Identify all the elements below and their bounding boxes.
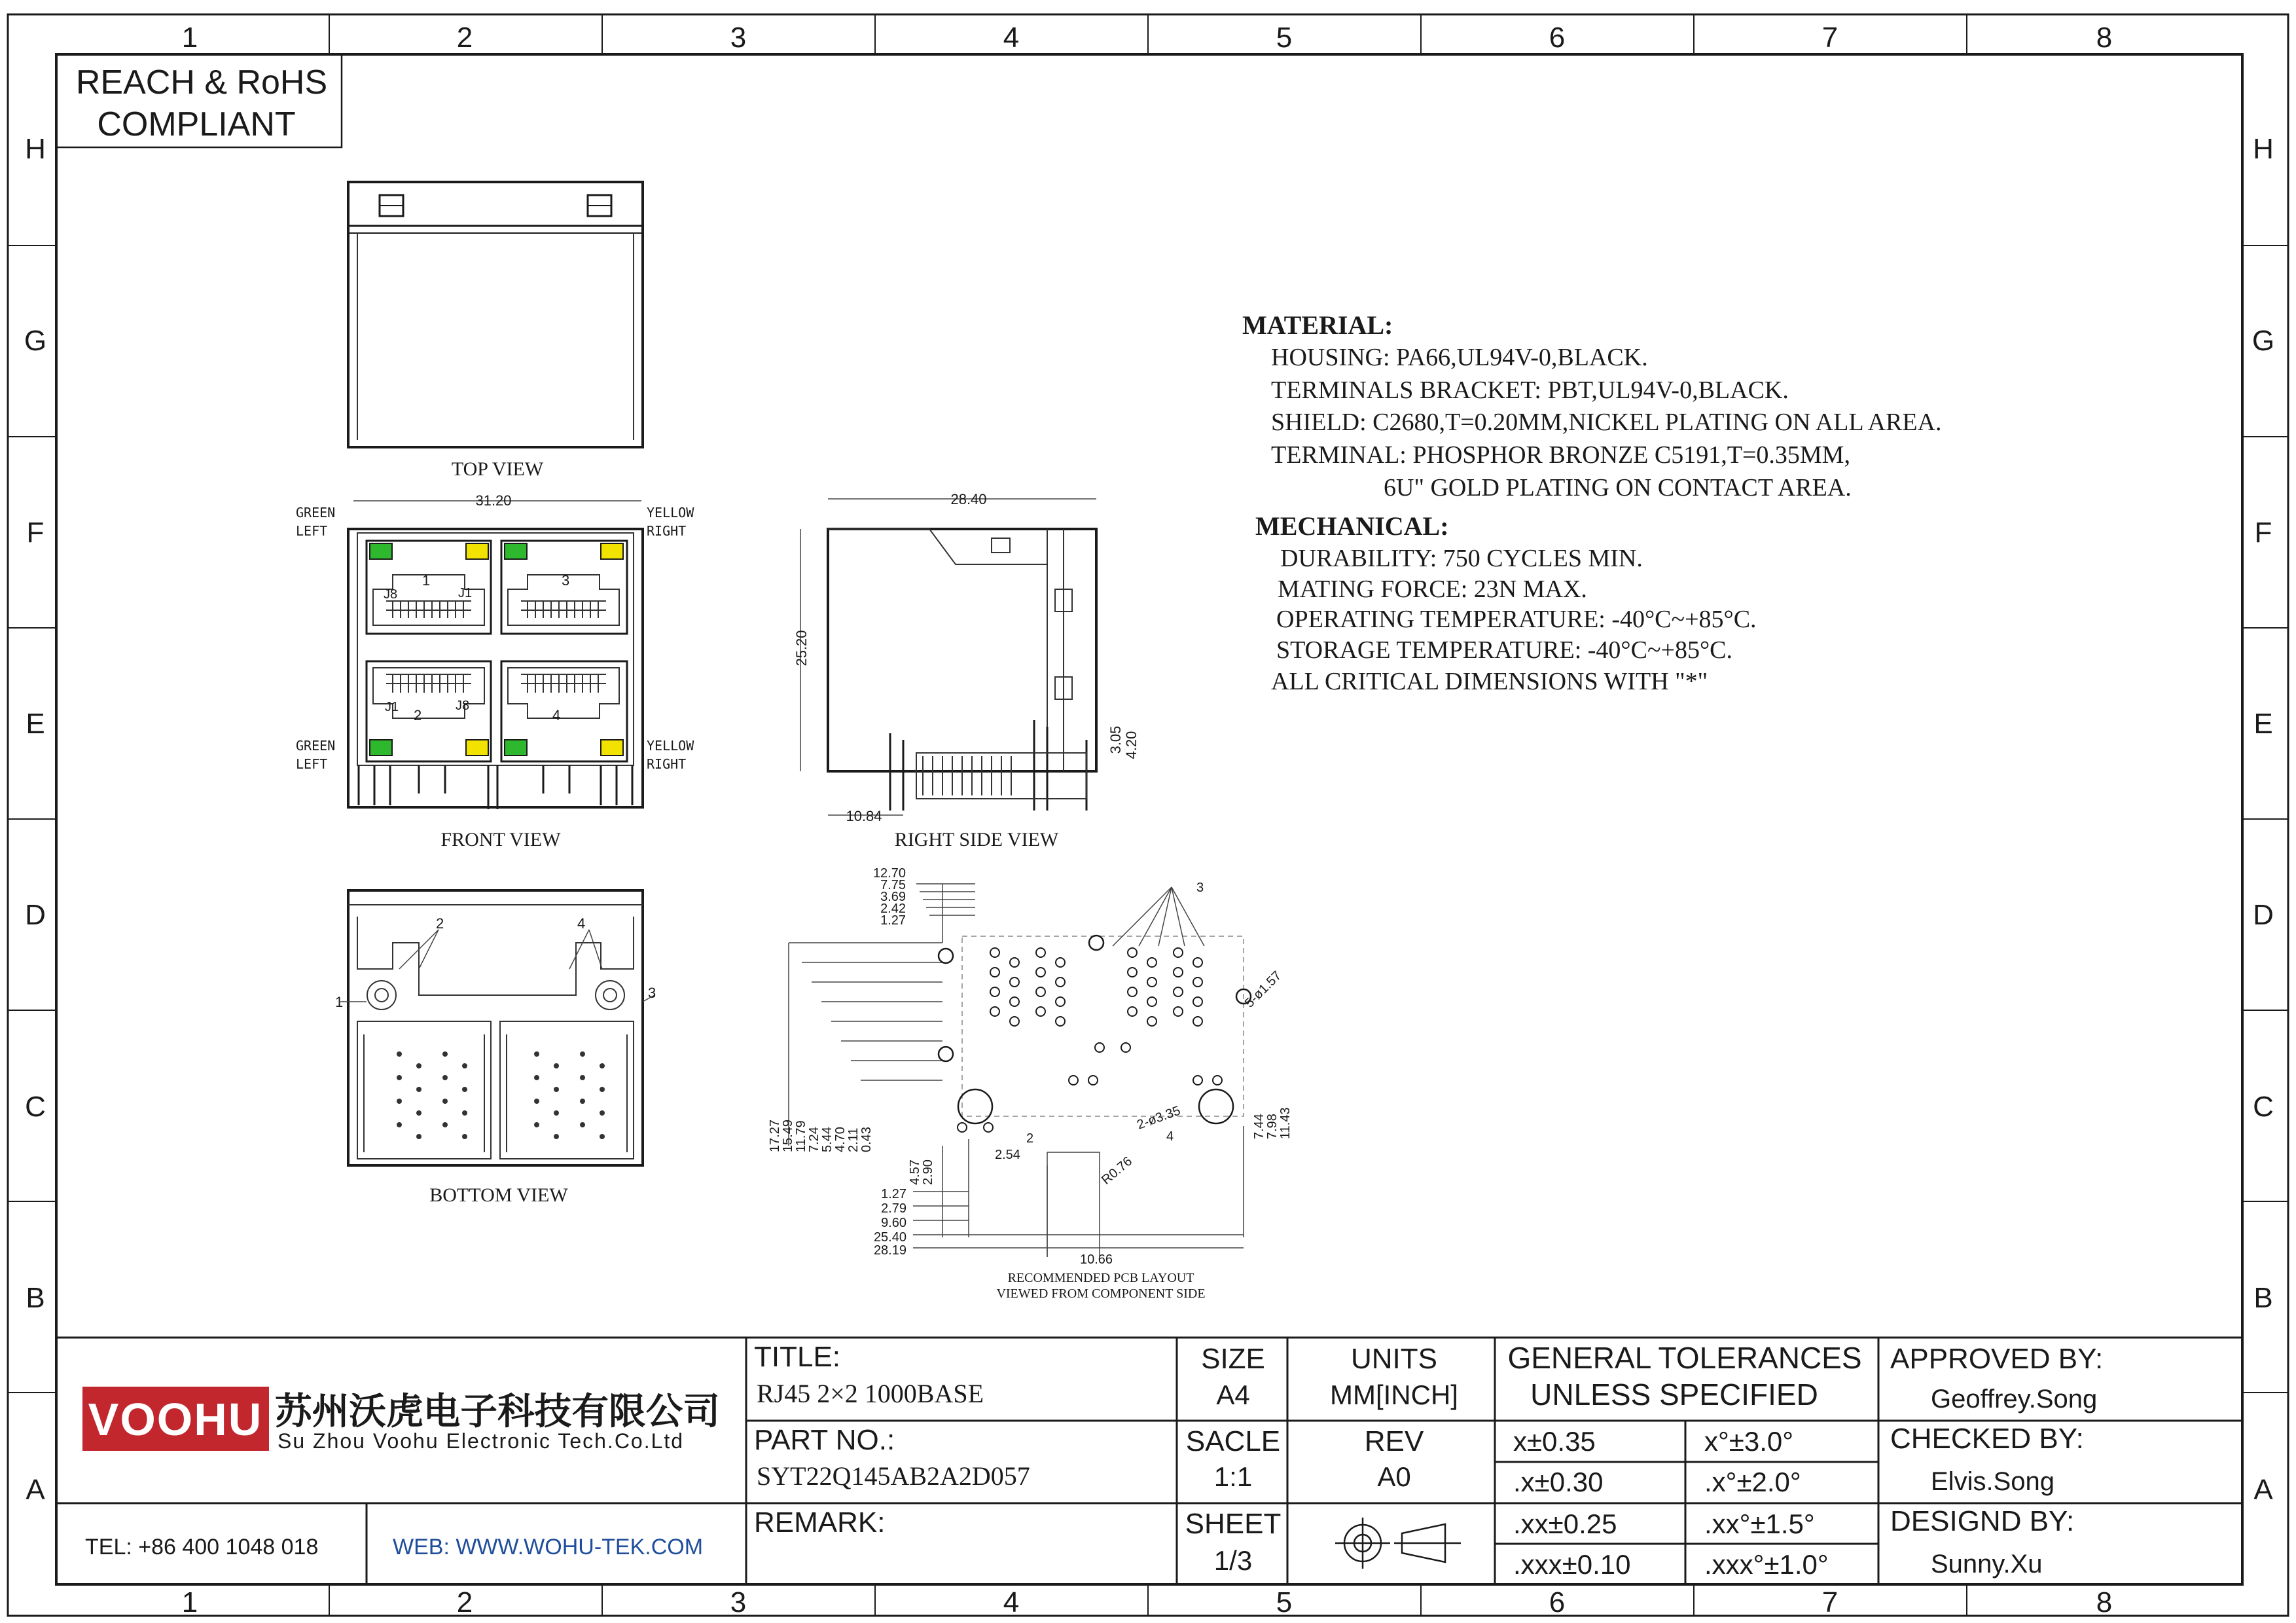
front-view bbox=[296, 492, 694, 850]
units-value: MM[INCH] bbox=[1330, 1379, 1458, 1410]
pcb-span-dim: 10.66 bbox=[1080, 1252, 1113, 1267]
col-label: 6 bbox=[1549, 1586, 1566, 1618]
col-label: 5 bbox=[1276, 1586, 1293, 1618]
pin-label-j1: J1 bbox=[385, 700, 399, 714]
pin-label-j8: J8 bbox=[456, 699, 470, 713]
mechanical-line: ALL CRITICAL DIMENSIONS WITH "*" bbox=[1271, 668, 1708, 695]
side-width-dim: 28.40 bbox=[950, 491, 987, 507]
material-line: HOUSING: PA66,UL94V-0,BLACK. bbox=[1271, 344, 1648, 371]
col-label: 2 bbox=[456, 1586, 473, 1618]
mechanical-line: STORAGE TEMPERATURE: -40°C~+85°C. bbox=[1276, 636, 1732, 664]
pcb-callout-4: 4 bbox=[1166, 1129, 1174, 1144]
tolerance-subtitle: UNLESS SPECIFIED bbox=[1530, 1377, 1818, 1412]
front-view-label: FRONT VIEW bbox=[440, 829, 561, 850]
material-line: TERMINAL: PHOSPHOR BRONZE C5191,T=0.35MM, bbox=[1271, 441, 1850, 469]
bottom-callout-2: 2 bbox=[436, 915, 444, 932]
yellow-led bbox=[466, 543, 488, 559]
projection-symbol-icon bbox=[1335, 1518, 1461, 1569]
pcb-dim: 4.70 bbox=[833, 1127, 848, 1152]
green-label: GREEN bbox=[296, 738, 336, 754]
row-label: G bbox=[24, 325, 47, 357]
compliance-line2: COMPLIANT bbox=[97, 105, 296, 143]
green-label: GREEN bbox=[296, 505, 336, 520]
designed-by-value: Sunny.Xu bbox=[1931, 1550, 2043, 1578]
pcb-dim: 15.49 bbox=[781, 1119, 795, 1152]
scale-value: 1:1 bbox=[1213, 1461, 1253, 1492]
port-number: 3 bbox=[562, 572, 570, 589]
pcb-dim: 12.70 bbox=[872, 866, 906, 881]
pcb-hole-callout: 2-ø3.35 bbox=[1135, 1103, 1183, 1133]
material-line: SHIELD: C2680,T=0.20MM,NICKEL PLATING ON ALL AREA. bbox=[1271, 409, 1942, 436]
company-name-cn: 苏州沃虎电子科技有限公司 bbox=[275, 1391, 720, 1432]
green-led bbox=[370, 543, 392, 559]
row-label: E bbox=[26, 708, 45, 740]
left-label: LEFT bbox=[296, 523, 328, 539]
pcb-dim: 7.75 bbox=[880, 878, 906, 892]
part-number-value: SYT22Q145AB2A2D057 bbox=[757, 1461, 1030, 1491]
bottom-view bbox=[335, 890, 656, 1206]
row-label: A bbox=[2253, 1474, 2273, 1506]
pcb-dim: 2.11 bbox=[846, 1127, 861, 1152]
pcb-dim: 1.27 bbox=[880, 913, 906, 928]
row-label: B bbox=[26, 1282, 45, 1314]
front-width-dim: 31.20 bbox=[475, 492, 512, 509]
rev-value: A0 bbox=[1377, 1461, 1411, 1492]
tolerance-linear: .xx±0.25 bbox=[1513, 1508, 1617, 1539]
website: WEB: WWW.WOHU-TEK.COM bbox=[393, 1535, 704, 1559]
row-label: D bbox=[25, 899, 46, 931]
yellow-led bbox=[601, 740, 623, 756]
green-led bbox=[505, 740, 527, 756]
row-label: H bbox=[2253, 133, 2274, 165]
bottom-view-label: BOTTOM VIEW bbox=[429, 1184, 568, 1206]
green-led bbox=[505, 543, 527, 559]
pcb-dim: 9.60 bbox=[881, 1216, 906, 1230]
pcb-callout-3: 3 bbox=[1196, 881, 1204, 895]
pcb-dim: 2.90 bbox=[921, 1159, 935, 1185]
pcb-dim: 2.79 bbox=[881, 1201, 906, 1216]
tolerance-linear: .xxx±0.10 bbox=[1513, 1549, 1631, 1580]
tolerance-angular: .x°±2.0° bbox=[1704, 1467, 1801, 1497]
row-label: C bbox=[25, 1091, 46, 1123]
checked-by-value: Elvis.Song bbox=[1931, 1467, 2054, 1496]
col-label: 1 bbox=[181, 1586, 198, 1618]
row-label: H bbox=[25, 133, 46, 165]
side-dim-3.05: 3.05 bbox=[1107, 725, 1124, 754]
mount-hole bbox=[958, 1089, 992, 1123]
col-label: 8 bbox=[2096, 1586, 2113, 1618]
top-view-label: TOP VIEW bbox=[451, 458, 544, 480]
bottom-callout-1: 1 bbox=[335, 994, 344, 1010]
right-label: RIGHT bbox=[647, 756, 687, 772]
right-label: RIGHT bbox=[647, 523, 687, 539]
top-view bbox=[348, 182, 643, 480]
row-label: F bbox=[26, 517, 45, 549]
approved-by-label: APPROVED BY: bbox=[1890, 1343, 2104, 1375]
company-name-en: Su Zhou Voohu Electronic Tech.Co.Ltd bbox=[278, 1429, 685, 1453]
mechanical-line: DURABILITY: 750 CYCLES MIN. bbox=[1280, 545, 1643, 572]
row-label: C bbox=[2253, 1091, 2274, 1123]
pcb-dim: 25.40 bbox=[873, 1230, 906, 1245]
telephone: TEL: +86 400 1048 018 bbox=[85, 1535, 319, 1559]
pcb-dim: 3.69 bbox=[880, 890, 906, 904]
row-label: G bbox=[2251, 325, 2275, 357]
col-label: 5 bbox=[1276, 22, 1293, 54]
pcb-dim: 2.54 bbox=[995, 1148, 1020, 1162]
tolerance-angular: .xxx°±1.0° bbox=[1704, 1549, 1829, 1580]
compliance-box bbox=[56, 54, 342, 147]
bottom-callout-4: 4 bbox=[577, 915, 586, 932]
pcb-dim: 7.44 bbox=[1252, 1114, 1266, 1139]
yellow-label: YELLOW bbox=[647, 738, 694, 754]
logo-text: VOOHU bbox=[88, 1394, 263, 1445]
title-value: RJ45 2×2 1000BASE bbox=[757, 1379, 984, 1408]
pcb-dim: 11.43 bbox=[1278, 1107, 1293, 1139]
pcb-dim: 2.42 bbox=[880, 902, 906, 916]
port-number: 1 bbox=[422, 572, 431, 589]
remark-label: REMARK: bbox=[754, 1506, 886, 1539]
right-side-view-label: RIGHT SIDE VIEW bbox=[894, 829, 1059, 850]
side-height-dim: 25.20 bbox=[793, 630, 810, 666]
mechanical-line: OPERATING TEMPERATURE: -40°C~+85°C. bbox=[1276, 606, 1757, 633]
pcb-dim: 0.43 bbox=[859, 1127, 874, 1152]
port-number: 2 bbox=[414, 707, 422, 723]
checked-by-label: CHECKED BY: bbox=[1890, 1423, 2084, 1455]
material-line: TERMINALS BRACKET: PBT,UL94V-0,BLACK. bbox=[1271, 376, 1789, 404]
approved-by-value: Geoffrey.Song bbox=[1931, 1385, 2098, 1413]
pcb-caption-2: VIEWED FROM COMPONENT SIDE bbox=[996, 1286, 1206, 1301]
col-label: 7 bbox=[1821, 1586, 1839, 1618]
title-block bbox=[56, 1338, 2242, 1584]
sheet-label: SHEET bbox=[1185, 1508, 1282, 1540]
yellow-led bbox=[466, 740, 488, 756]
pcb-dim: 5.44 bbox=[820, 1127, 834, 1152]
mechanical-line: MATING FORCE: 23N MAX. bbox=[1278, 575, 1587, 603]
scale-label: SACLE bbox=[1185, 1425, 1281, 1457]
mount-hole bbox=[1199, 1089, 1233, 1123]
units-label: UNITS bbox=[1351, 1343, 1437, 1375]
material-title: MATERIAL: bbox=[1242, 310, 1393, 340]
pcb-radius-callout: R0.76 bbox=[1099, 1154, 1136, 1188]
pcb-layout bbox=[768, 866, 1293, 1301]
pcb-hole-callout: 5-ø1.57 bbox=[1242, 968, 1285, 1011]
compliance-line1: REACH & RoHS bbox=[75, 64, 328, 101]
right-side-view bbox=[793, 491, 1139, 850]
pcb-dim: 11.79 bbox=[794, 1120, 808, 1152]
material-line: 6U" GOLD PLATING ON CONTACT AREA. bbox=[1384, 474, 1852, 501]
mechanical-notes bbox=[1255, 511, 1757, 695]
col-label: 4 bbox=[1003, 22, 1020, 54]
side-depth-dim: 10.84 bbox=[846, 808, 882, 824]
pcb-dim: 17.27 bbox=[768, 1119, 782, 1152]
bottom-callout-3: 3 bbox=[648, 985, 656, 1001]
col-label: 4 bbox=[1003, 1586, 1020, 1618]
green-led bbox=[370, 740, 392, 756]
size-value: A4 bbox=[1216, 1379, 1250, 1410]
pcb-callout-2: 2 bbox=[1026, 1131, 1034, 1146]
size-label: SIZE bbox=[1201, 1343, 1265, 1375]
tolerance-angular: .xx°±1.5° bbox=[1704, 1508, 1815, 1539]
pcb-dim: 7.24 bbox=[807, 1127, 821, 1152]
col-label: 3 bbox=[730, 22, 747, 54]
col-label: 2 bbox=[456, 22, 473, 54]
side-dim-4.20: 4.20 bbox=[1123, 731, 1139, 759]
pcb-dim: 7.98 bbox=[1265, 1114, 1280, 1139]
row-label: B bbox=[2253, 1282, 2273, 1314]
col-label: 1 bbox=[181, 22, 198, 54]
tolerance-linear: x±0.35 bbox=[1513, 1426, 1596, 1457]
pcb-caption-1: RECOMMENDED PCB LAYOUT bbox=[1007, 1271, 1194, 1285]
sheet-value: 1/3 bbox=[1213, 1545, 1253, 1576]
pin-label-j8: J8 bbox=[384, 587, 398, 602]
designed-by-label: DESIGND BY: bbox=[1890, 1505, 2075, 1537]
row-label: E bbox=[2253, 708, 2273, 740]
material-notes bbox=[1242, 310, 1942, 501]
pcb-dim: 4.57 bbox=[908, 1159, 922, 1185]
yellow-label: YELLOW bbox=[647, 505, 694, 520]
pcb-dim: 1.27 bbox=[881, 1187, 906, 1201]
pin-label-j1: J1 bbox=[458, 586, 473, 600]
pcb-dim: 28.19 bbox=[873, 1243, 906, 1258]
yellow-led bbox=[601, 543, 623, 559]
drawing-frame bbox=[8, 14, 2288, 1618]
title-label: TITLE: bbox=[754, 1341, 841, 1373]
tolerance-title: GENERAL TOLERANCES bbox=[1507, 1341, 1862, 1375]
mechanical-title: MECHANICAL: bbox=[1255, 511, 1449, 541]
part-number-label: PART NO.: bbox=[754, 1424, 895, 1456]
row-label: F bbox=[2254, 517, 2272, 549]
rev-label: REV bbox=[1364, 1425, 1424, 1457]
port-number: 4 bbox=[552, 707, 561, 723]
col-label: 6 bbox=[1549, 22, 1566, 54]
col-label: 7 bbox=[1821, 22, 1839, 54]
row-label: D bbox=[2253, 899, 2274, 931]
col-label: 3 bbox=[730, 1586, 747, 1618]
left-label: LEFT bbox=[296, 756, 328, 772]
tolerance-linear: .x±0.30 bbox=[1513, 1467, 1604, 1497]
row-label: A bbox=[26, 1474, 45, 1506]
col-label: 8 bbox=[2096, 22, 2113, 54]
tolerance-angular: x°±3.0° bbox=[1704, 1426, 1794, 1457]
